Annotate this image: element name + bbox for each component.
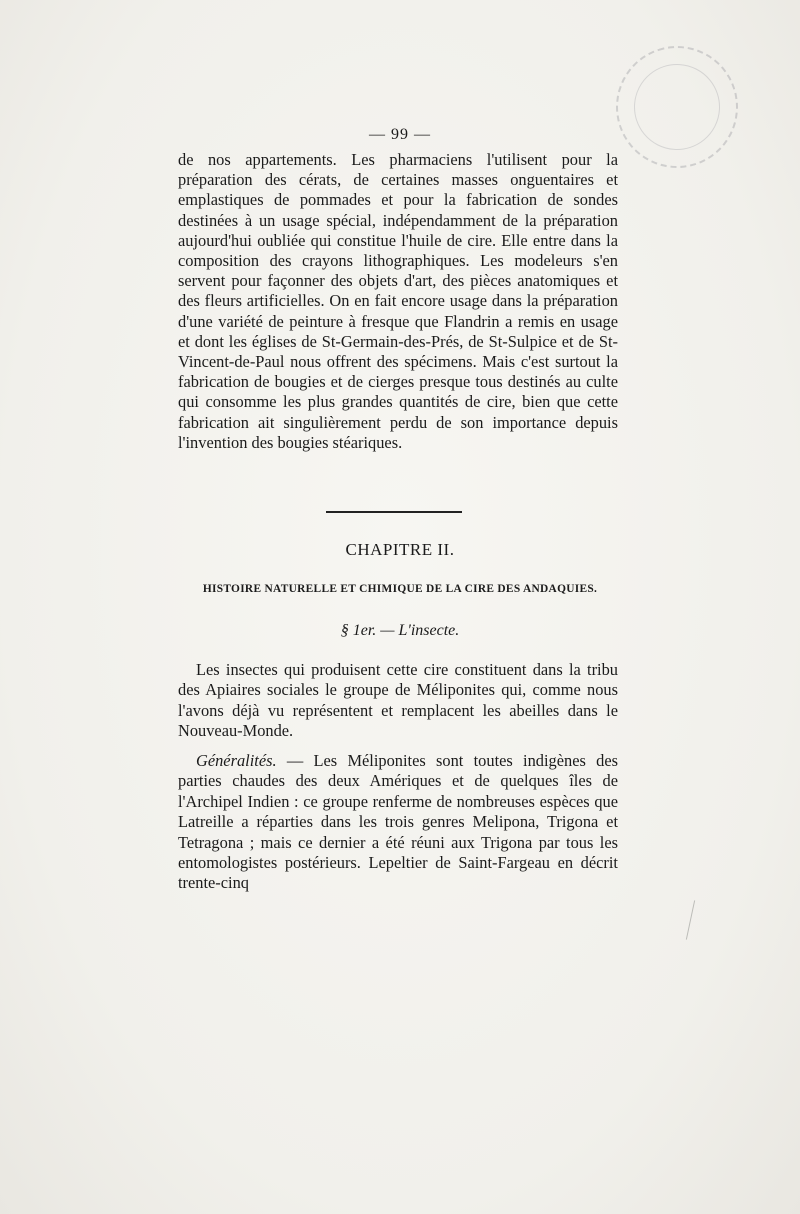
section-heading: HISTOIRE NATURELLE ET CHIMIQUE DE LA CIRE DES ANDAQUIES.: [202, 583, 598, 595]
section-divider: [326, 511, 462, 513]
library-stamp-icon: [600, 30, 754, 184]
paragraph-text: Les insectes qui produisent cette cire constituent dans la tribu des Apiaires sociales le groupe de Méliponites qui, comme nous l'avons déjà vu représentent et remplacent les abeilles dans le Nouveau-Monde.: [178, 660, 618, 741]
paragraph-lead: Généralités.: [196, 751, 277, 770]
margin-mark: [686, 900, 695, 939]
body-paragraph-1: [178, 150, 618, 453]
paragraph-text: — Les Méliponites sont toutes indigènes des parties chaudes des deux Amériques et de quelques îles de l'Archipel Indien : ce groupe renferme de nombreuses espèces que Latreille a réparties dans les trois genres Melipona, Trigona et Tetragona ; mais ce dernier a été réuni aux Trigona par tous les entomologistes postérieurs. Lepeltier de Saint-Fargeau en décrit trente-cinq: [178, 751, 618, 893]
body-paragraph-2: [178, 660, 618, 742]
chapter-title: CHAPITRE II.: [345, 540, 455, 559]
body-paragraph-3: [178, 751, 618, 894]
page-number: — 99 —: [369, 126, 431, 143]
paragraph-text: de nos appartements. Les pharmaciens l'utilisent pour la préparation des cérats, de certaines masses onguentaires et emplastiques de pommades et pour la fabrication de sondes destinées à un usage spécial, indépendamment de la préparation aujourd'hui oubliée qui constitue l'huile de cire. Elle entre dans la composition des crayons lithographiques. Les modeleurs s'en servent pour façonner des objets d'art, des pièces anatomiques et des fleurs artificielles. On en fait encore usage dans la préparation d'une variété de peinture à fresque que Flandrin a remis en usage et dont les églises de St-Germain-des-Prés, de St-Sulpice et de St-Vincent-de-Paul nous offrent des spécimens. Mais c'est surtout la fabrication de bougies et de cierges presque tous destinés au culte qui consomme les plus grandes quantités de cire, bien que cette fabrication ait singulièrement perdu de son importance depuis l'invention des bougies stéariques.: [178, 150, 618, 452]
subsection-heading: § 1er. — L'insecte.: [340, 622, 460, 639]
